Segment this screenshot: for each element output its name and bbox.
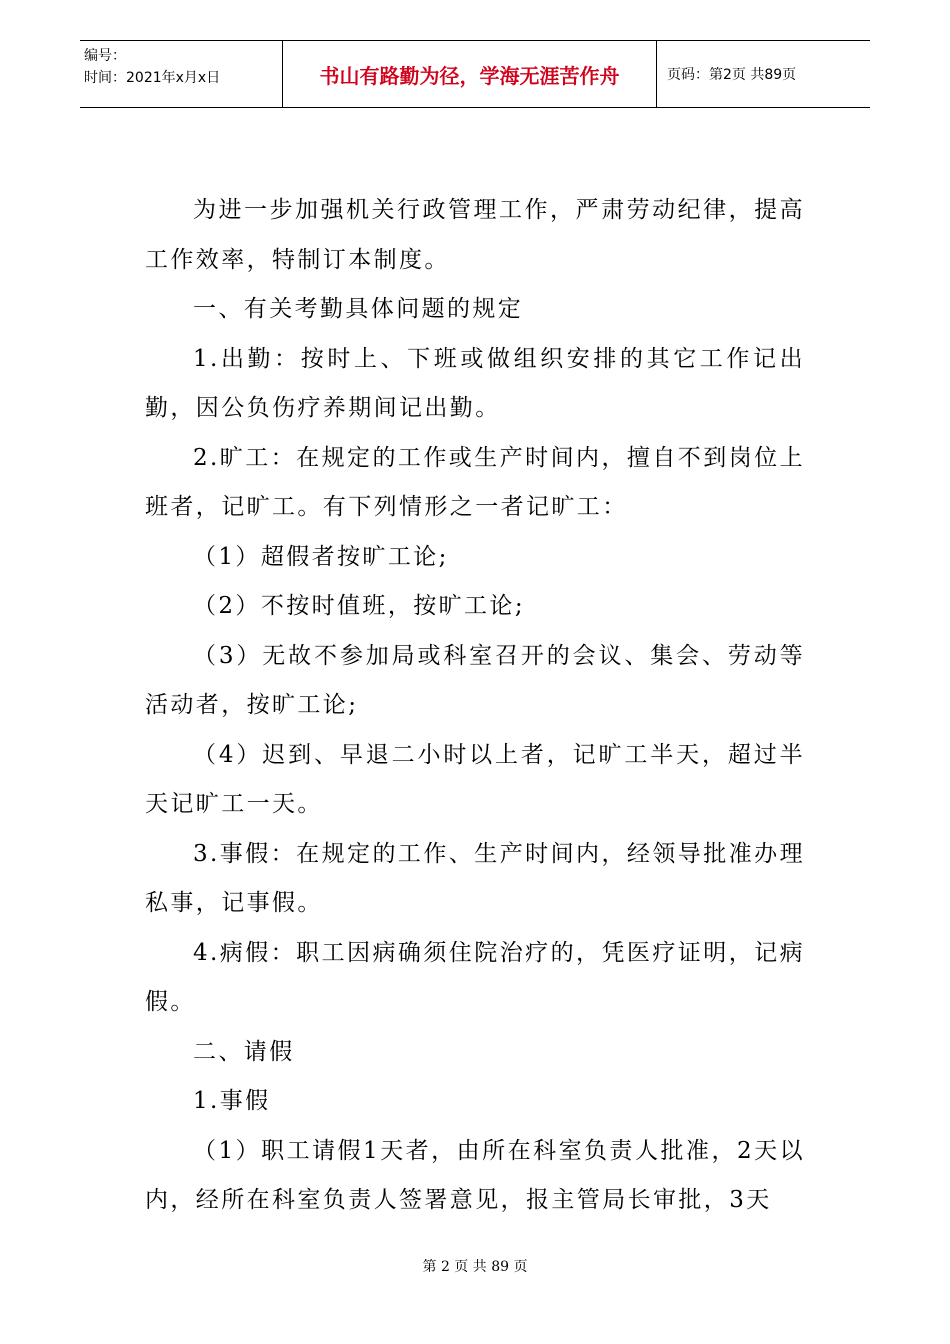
- paragraph: 2.旷工：在规定的工作或生产时间内，擅自不到岗位上班者，记旷工。有下列情形之一者记旷工：: [145, 444, 805, 520]
- document-body: [145, 186, 805, 1226]
- paragraph: 为进一步加强机关行政管理工作，严肃劳动纪律，提高工作效率，特制订本制度。: [145, 197, 805, 273]
- header-meta: [80, 41, 283, 107]
- header-page-info: 页码：第2页 共89页: [667, 67, 797, 83]
- paragraph: （4）迟到、早退二小时以上者，记旷工半天，超过半天记旷工一天。: [145, 741, 805, 817]
- section-heading: 一、有关考勤具体问题的规定: [193, 296, 524, 322]
- page-footer: 第 2 页 共 89 页: [422, 1259, 528, 1275]
- paragraph: （3）无故不参加局或科室召开的会议、集会、劳动等活动者，按旷工论;: [145, 642, 805, 718]
- document-time-label: 时间：2021年x月x日: [84, 70, 221, 86]
- paragraph: 1.出勤：按时上、下班或做组织安排的其它工作记出勤，因公负伤疗养期间记出勤。: [145, 345, 805, 421]
- paragraph: 3.事假：在规定的工作、生产时间内，经领导批准办理私事，记事假。: [145, 840, 805, 916]
- page-header: [80, 40, 870, 108]
- section-heading: 二、请假: [193, 1038, 295, 1065]
- paragraph: （2）不按时值班，按旷工论;: [193, 593, 525, 619]
- paragraph: （1）职工请假1天者，由所在科室负责人批准，2天以内，经所在科室负责人签署意见，报主管局长审批，3天: [145, 1137, 805, 1213]
- paragraph: （1）超假者按旷工论;: [193, 543, 449, 570]
- header-motto: 书山有路勤为径，学海无涯苦作舟: [283, 41, 657, 107]
- document-number-label: 编号：: [84, 48, 126, 64]
- subsection-heading: 1.事假: [193, 1088, 271, 1114]
- paragraph: 4.病假：职工因病确须住院治疗的，凭医疗证明，记病假。: [145, 939, 805, 1015]
